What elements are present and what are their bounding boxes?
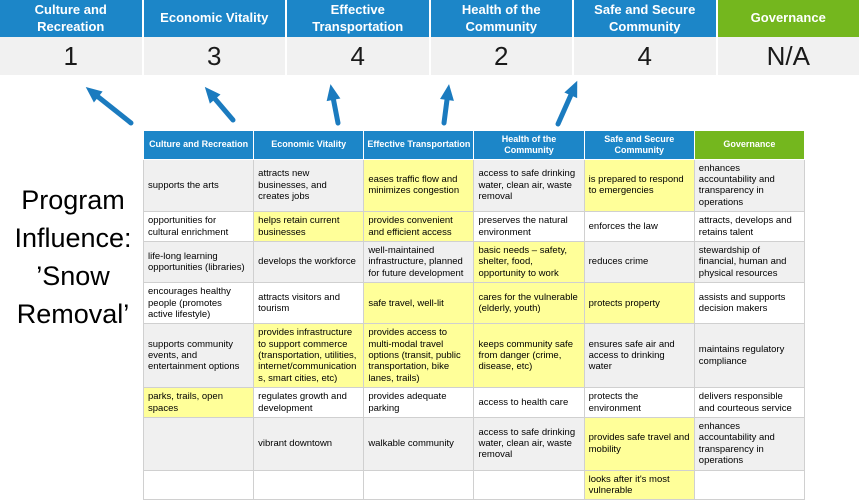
- influence-arrow: [444, 92, 448, 123]
- matrix-row: [144, 470, 805, 500]
- matrix-cell: enhances accountability and transparency in operations: [694, 418, 804, 471]
- matrix-row: [144, 324, 805, 388]
- matrix-cell: vibrant downtown: [254, 418, 364, 471]
- matrix-cell-highlighted: is prepared to respond to emergencies: [584, 159, 694, 212]
- matrix-header-cell: Governance: [694, 131, 804, 160]
- matrix-row: [144, 283, 805, 324]
- matrix-cell-highlighted: parks, trails, open spaces: [144, 388, 254, 418]
- matrix: [143, 130, 805, 500]
- matrix-cell: attracts new businesses, and creates jobs: [254, 159, 364, 212]
- matrix-header-cell: Safe and Secure Community: [584, 131, 694, 160]
- matrix-cell: [254, 470, 364, 500]
- matrix-cell: [474, 470, 584, 500]
- score-value: 4: [574, 37, 716, 75]
- scorecard-header-cell: Economic Vitality: [144, 0, 286, 37]
- influence-arrow: [210, 93, 233, 120]
- matrix-cell: assists and supports decision makers: [694, 283, 804, 324]
- matrix-header-cell: Economic Vitality: [254, 131, 364, 160]
- program-title-line: Removal’: [0, 295, 146, 333]
- matrix-cell-highlighted: basic needs – safety, shelter, food, opportunity to work: [474, 241, 584, 282]
- matrix-cell: access to safe drinking water, clean air, waste removal: [474, 159, 584, 212]
- matrix-cell: [694, 470, 804, 500]
- scorecard-header-cell: Governance: [718, 0, 859, 37]
- influence-arrow: [92, 92, 131, 123]
- scorecard-header-cell: Health of the Community: [431, 0, 573, 37]
- matrix-cell-highlighted: cares for the vulnerable (elderly, youth): [474, 283, 584, 324]
- scorecard-header-cell: Effective Transportation: [287, 0, 429, 37]
- matrix-table: [143, 130, 805, 500]
- matrix-cell-highlighted: provides safe travel and mobility: [584, 418, 694, 471]
- program-title: [0, 181, 146, 333]
- matrix-cell: protects the environment: [584, 388, 694, 418]
- matrix-header-cell: Culture and Recreation: [144, 131, 254, 160]
- matrix-cell: regulates growth and development: [254, 388, 364, 418]
- matrix-cell-highlighted: provides convenient and efficient access: [364, 212, 474, 242]
- matrix-header-cell: Health of the Community: [474, 131, 584, 160]
- matrix-cell-highlighted: safe travel, well-lit: [364, 283, 474, 324]
- matrix-cell: attracts, develops and retains talent: [694, 212, 804, 242]
- matrix-cell: [144, 470, 254, 500]
- matrix-cell-highlighted: provides access to multi-modal travel options (transit, public transportation, bike lanes, trails): [364, 324, 474, 388]
- matrix-cell: well-maintained infrastructure, planned for future development: [364, 241, 474, 282]
- score-value: 1: [0, 37, 142, 75]
- matrix-cell: encourages healthy people (promotes active lifestyle): [144, 283, 254, 324]
- matrix-cell: enhances accountability and transparency in operations: [694, 159, 804, 212]
- score-value: N/A: [718, 37, 859, 75]
- influence-arrow: [332, 92, 338, 123]
- program-title-line: ’Snow: [0, 257, 146, 295]
- matrix-header-cell: Effective Transportation: [364, 131, 474, 160]
- matrix-row: [144, 212, 805, 242]
- matrix-cell: develops the workforce: [254, 241, 364, 282]
- matrix-cell: supports the arts: [144, 159, 254, 212]
- program-title-line: Influence:: [0, 219, 146, 257]
- matrix-cell: ensures safe air and access to drinking water: [584, 324, 694, 388]
- matrix-cell: provides adequate parking: [364, 388, 474, 418]
- matrix-cell: maintains regulatory compliance: [694, 324, 804, 388]
- score-value: 2: [431, 37, 573, 75]
- scorecard-header-cell: Culture and Recreation: [0, 0, 142, 37]
- matrix-row: [144, 418, 805, 471]
- matrix-cell: attracts visitors and tourism: [254, 283, 364, 324]
- matrix-cell: access to health care: [474, 388, 584, 418]
- matrix-cell-highlighted: provides infrastructure to support commerce (transportation, utilities, internet/communications, smart cities, etc): [254, 324, 364, 388]
- scorecard-header-cell: Safe and Secure Community: [574, 0, 716, 37]
- matrix-cell: walkable community: [364, 418, 474, 471]
- matrix-cell: delivers responsible and courteous service: [694, 388, 804, 418]
- matrix-cell-highlighted: helps retain current businesses: [254, 212, 364, 242]
- matrix-cell: reduces crime: [584, 241, 694, 282]
- matrix-cell: preserves the natural environment: [474, 212, 584, 242]
- matrix-row: [144, 241, 805, 282]
- program-title-line: Program: [0, 181, 146, 219]
- score-value: 4: [287, 37, 429, 75]
- matrix-cell-highlighted: looks after it's most vulnerable: [584, 470, 694, 500]
- matrix-cell-highlighted: keeps community safe from danger (crime, disease, etc): [474, 324, 584, 388]
- matrix-row: [144, 159, 805, 212]
- influence-arrow: [558, 88, 574, 124]
- influence-arrows: [0, 76, 859, 134]
- matrix-cell: stewardship of financial, human and physical resources: [694, 241, 804, 282]
- matrix-cell: [364, 470, 474, 500]
- matrix-cell: enforces the law: [584, 212, 694, 242]
- matrix-cell: supports community events, and entertainment options: [144, 324, 254, 388]
- matrix-cell-highlighted: eases traffic flow and minimizes congestion: [364, 159, 474, 212]
- matrix-row: [144, 388, 805, 418]
- matrix-cell: opportunities for cultural enrichment: [144, 212, 254, 242]
- matrix-cell-highlighted: protects property: [584, 283, 694, 324]
- matrix-cell: access to safe drinking water, clean air, waste removal: [474, 418, 584, 471]
- matrix-cell: [144, 418, 254, 471]
- score-value: 3: [144, 37, 286, 75]
- matrix-cell: life-long learning opportunities (libraries): [144, 241, 254, 282]
- scorecard: [0, 0, 859, 75]
